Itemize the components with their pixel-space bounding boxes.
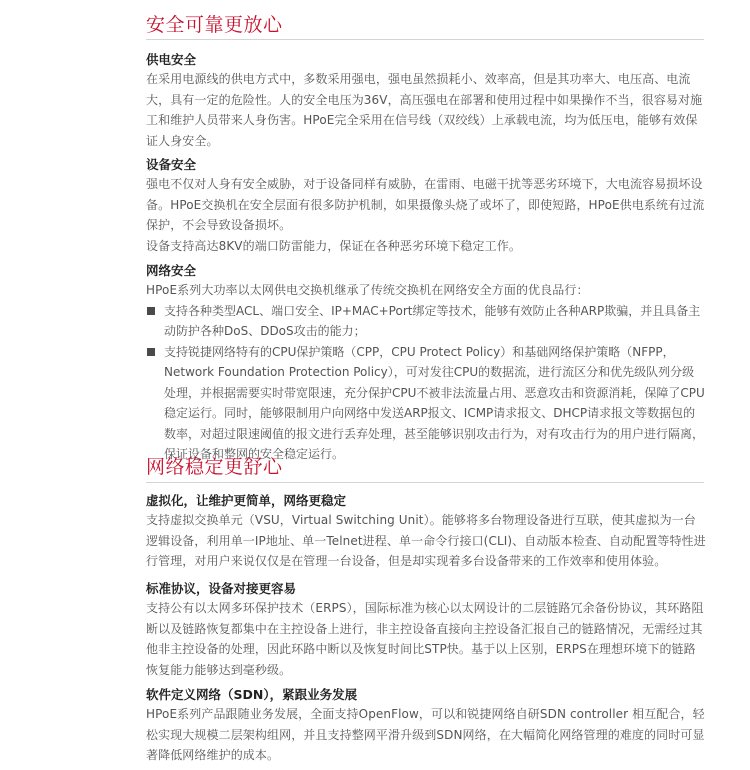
section-divider bbox=[146, 39, 704, 40]
group-heading: 设备安全 bbox=[146, 157, 197, 172]
group-power-safety bbox=[146, 51, 706, 151]
group-paragraph: HPoE系列大功率以太网供电交换机继承了传统交换机在网络安全方面的优良品行： bbox=[146, 283, 589, 297]
bullet-list bbox=[146, 301, 706, 465]
group-virtualization bbox=[146, 492, 706, 572]
section-title-stability: 网络稳定更舒心 bbox=[146, 456, 283, 478]
group-paragraph: HPoE系列产品跟随业务发展，全面支持OpenFlow，可以和锐捷网络自研SDN controller 相互配合，轻松实现大规模二层架构组网，并且支持整网平滑升级到SDN网络，在大幅简化网络管理的难度的同时可显著降低网络维护的成本。 bbox=[146, 707, 705, 762]
group-heading: 标准协议，设备对接更容易 bbox=[146, 581, 297, 596]
group-heading: 虚拟化，让维护更简单，网络更稳定 bbox=[146, 493, 347, 508]
group-paragraph: 在采用电源线的供电方式中，多数采用强电，强电虽然损耗小、效率高，但是其功率大、电压高、电流大，具有一定的危险性。人的安全电压为36V，高压强电在部署和使用过程中如果操作不当，很容易对施工和维护人员带来人身伤害。HPoE完全采用在信号线（双绞线）上承载电流，均为低压电，能够有效保证人身安全。 bbox=[146, 72, 703, 148]
group-heading: 软件定义网络（SDN），紧跟业务发展 bbox=[146, 687, 358, 702]
section-title-security: 安全可靠更放心 bbox=[146, 14, 283, 36]
group-device-safety bbox=[146, 156, 706, 256]
bullet-text: 支持各种类型ACL、端口安全、IP+MAC+Port绑定等技术，能够有效防止各种ARP欺骗，并且具备主动防护各种DoS、DDoS攻击的能力； bbox=[164, 303, 701, 338]
bullet-text: 支持锐捷网络特有的CPU保护策略（CPP，CPU Protect Policy）和基础网络保护策略（NFPP，Network Foundation Protection Policy），可对发往CPU的数据流，进行流区分和优先级队列分级处理，并根据需要实时带宽限速，充分保护CPU不被非法流量占用、恶意攻击和资源消耗，保障了CPU稳定运行。同时，能够限制用户向网络中发送ARP报文、ICMP请求报文、DHCP请求报文等数据包的数率，对超过限速阈值的报文进行丢弃处理，甚至能够识别攻击行为，对有攻击行为的用户进行隔离，保证设备和整网的安全稳定运行。 bbox=[164, 344, 705, 461]
bullet-item bbox=[146, 342, 706, 465]
group-sdn bbox=[146, 686, 706, 766]
group-paragraph: 强电不仅对人身有安全威胁，对于设备同样有威胁，在雷雨、电磁干扰等恶劣环境下，大电流容易损坏设备。HPoE交换机在安全层面有很多防护机制，如果摄像头烧了或坏了，即使短路，HPoE供电系统有过流保护，不会导致设备损坏。 bbox=[146, 177, 705, 232]
group-heading: 供电安全 bbox=[146, 52, 197, 67]
bullet-square-icon bbox=[147, 307, 155, 315]
group-network-safety bbox=[146, 262, 706, 465]
bullet-square-icon bbox=[147, 348, 155, 356]
bullet-item bbox=[146, 301, 706, 342]
group-heading: 网络安全 bbox=[146, 263, 197, 278]
section-divider bbox=[146, 482, 704, 483]
group-standard-protocol bbox=[146, 580, 706, 680]
group-paragraph: 设备支持高达8KV的端口防雷能力，保证在各种恶劣环境下稳定工作。 bbox=[146, 238, 521, 253]
group-paragraph: 支持公有以太网多环保护技术（ERPS），国际标准为核心以太网设计的二层链路冗余备份协议，其环路阻断以及链路恢复都集中在主控设备上进行，非主控设备直接向主控设备汇报自己的链路情况，无需经过其他非主控设备的处理，因此环路中断以及恢复时间比STP快。基于以上区别，ERPS在理想环境下的链路恢复能力能够达到毫秒级。 bbox=[146, 601, 704, 677]
group-paragraph: 支持虚拟交换单元（VSU，Virtual Switching Unit）。能够将多台物理设备进行互联，使其虚拟为一台逻辑设备，利用单一IP地址、单一Telnet进程、单一命令行接口(CLI)、自动版本检查、自动配置等特性进行管理，对用户来说仅仅是在管理一台设备，但是却实现着多台设备带来的工作效率和使用体验。 bbox=[146, 513, 706, 568]
